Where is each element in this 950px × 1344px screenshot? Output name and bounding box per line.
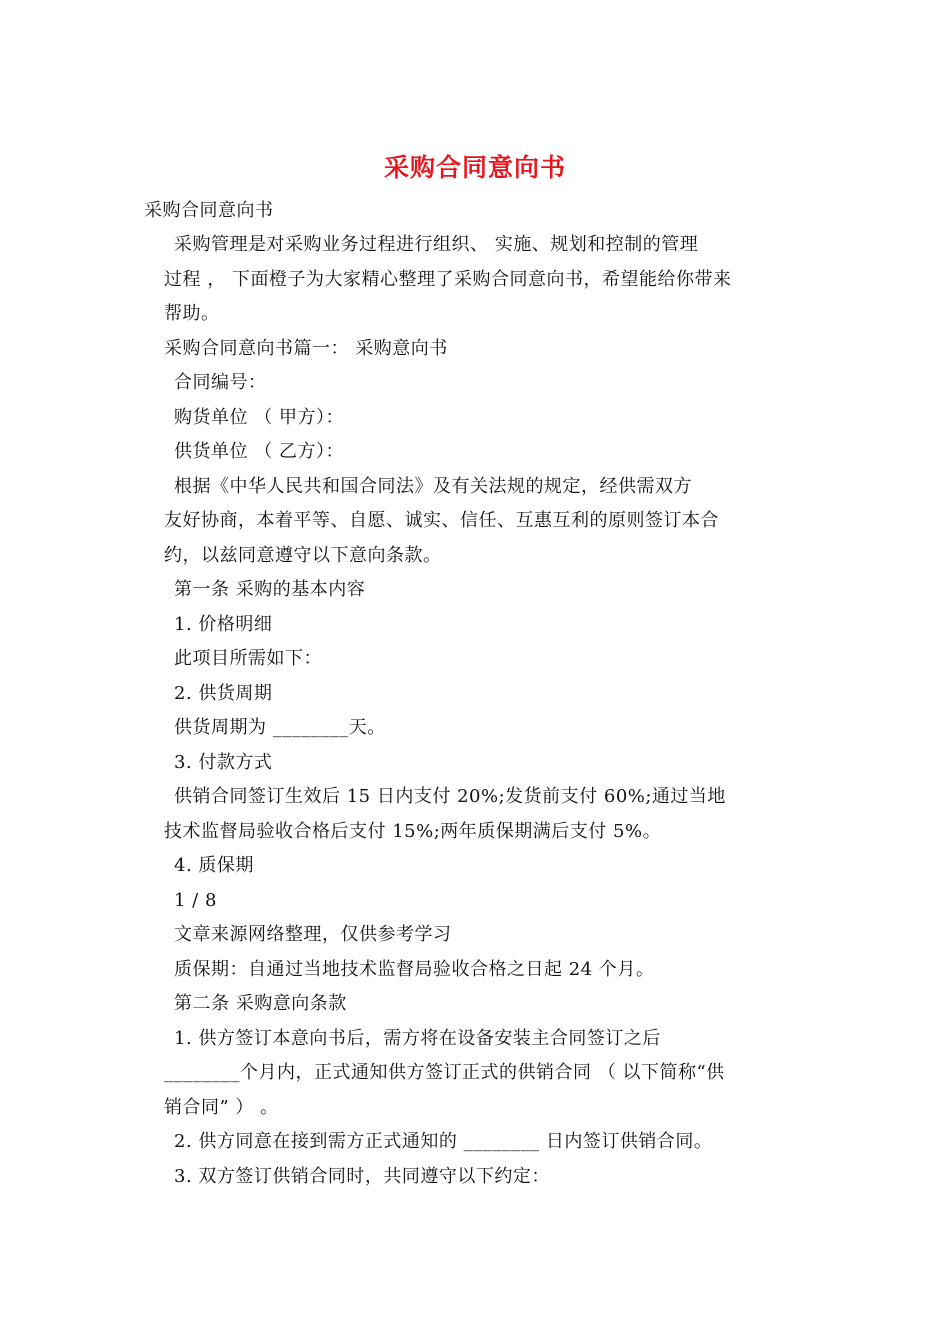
doc-line: 过程 ， 下面橙子为大家精心整理了采购合同意向书，希望能给你带来	[164, 269, 732, 290]
doc-line: ________个月内，正式通知供方签订正式的供销合同 （ 以下简称“供	[164, 1062, 725, 1083]
doc-line: 根据《中华人民共和国合同法》及有关法规的规定，经供需双方	[174, 476, 692, 497]
doc-line: 3. 付款方式	[174, 752, 273, 773]
doc-line: 采购合同意向书	[144, 200, 274, 221]
doc-line: 供货单位 （ 乙方）：	[174, 441, 344, 462]
doc-line: 第二条 采购意向条款	[174, 993, 347, 1014]
doc-line: 质保期：自通过当地技术监督局验收合格之日起 24 个月。	[174, 959, 655, 980]
source-note: 文章来源网络整理，仅供参考学习	[174, 924, 452, 945]
document-title: 采购合同意向书	[383, 153, 566, 182]
doc-line: 此项目所需如下：	[174, 648, 322, 669]
doc-line: 采购管理是对采购业务过程进行组织、 实施、规划和控制的管理	[174, 234, 699, 255]
doc-line: 采购合同意向书篇一： 采购意向书	[164, 338, 448, 359]
doc-line: 2. 供方同意在接到需方正式通知的 ________ 日内签订供销合同。	[174, 1131, 713, 1152]
doc-line: 1. 供方签订本意向书后，需方将在设备安装主合同签订之后	[174, 1028, 661, 1049]
doc-line: 友好协商，本着平等、自愿、诚实、信任、互惠互利的原则签订本合	[164, 510, 719, 531]
doc-line: 帮助。	[164, 303, 220, 324]
page-number: 1 / 8	[174, 890, 217, 911]
doc-line: 技术监督局验收合格后支付 15%;两年质保期满后支付 5%。	[164, 821, 662, 842]
doc-line: 供货周期为 ________天。	[174, 717, 386, 738]
doc-line: 3. 双方签订供销合同时，共同遵守以下约定：	[174, 1166, 550, 1187]
doc-line: 第一条 采购的基本内容	[174, 579, 366, 600]
doc-line: 合同编号：	[174, 372, 267, 393]
doc-line: 销合同” ） 。	[164, 1097, 279, 1118]
doc-line: 4. 质保期	[174, 855, 254, 876]
doc-line: 2. 供货周期	[174, 683, 273, 704]
doc-line: 约，以兹同意遵守以下意向条款。	[164, 545, 442, 566]
doc-line: 购货单位 （ 甲方）：	[174, 407, 344, 428]
doc-line: 1. 价格明细	[174, 614, 273, 635]
doc-line: 供销合同签订生效后 15 日内支付 20%;发货前支付 60%;通过当地	[174, 786, 726, 807]
